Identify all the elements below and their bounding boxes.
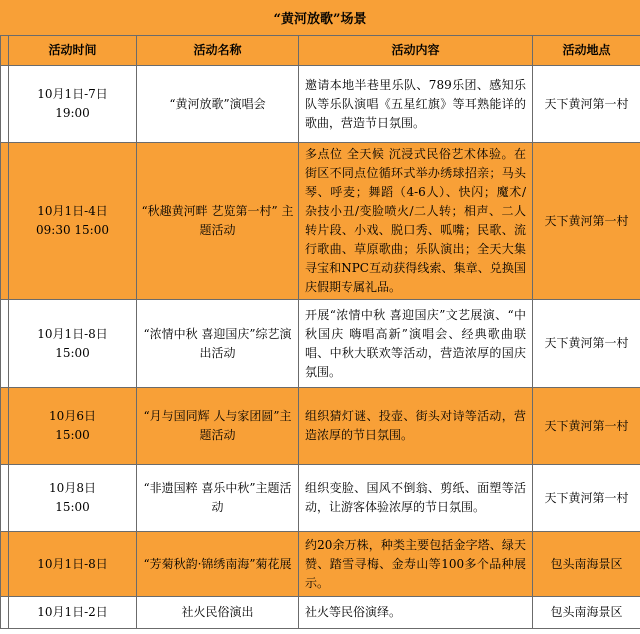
name-cell: “芳菊秋韵·锦绣南海”菊花展	[137, 532, 299, 597]
place-cell: 包头南海景区	[533, 532, 640, 597]
time-date: 10月1日-2日	[37, 605, 108, 619]
time-cell	[9, 66, 137, 143]
name-cell: “黄河放歌”演唱会	[137, 66, 299, 143]
row-edge-cell	[1, 143, 9, 300]
table-row	[1, 300, 640, 388]
time-cell	[9, 597, 137, 629]
time-cell	[9, 465, 137, 532]
table-row	[1, 143, 640, 300]
time-hour: 15:00	[55, 345, 90, 360]
time-date: 10月1日-7日	[37, 87, 108, 101]
time-cell	[9, 143, 137, 300]
time-cell	[9, 532, 137, 597]
time-cell	[9, 300, 137, 388]
row-edge-cell	[1, 532, 9, 597]
name-cell: “秋趣黄河畔 艺览第一村” 主题活动	[137, 143, 299, 300]
name-cell: “非遗国粹 喜乐中秋”主题活动	[137, 465, 299, 532]
place-cell: 天下黄河第一村	[533, 465, 640, 532]
time-date: 10月1日-8日	[37, 326, 108, 341]
time-hour: 15:00	[55, 428, 90, 442]
time-cell	[9, 388, 137, 465]
header-content: 活动内容	[299, 36, 533, 66]
row-edge-cell	[1, 300, 9, 388]
place-cell: 天下黄河第一村	[533, 388, 640, 465]
row-edge-cell	[1, 597, 9, 629]
header-time: 活动时间	[9, 36, 137, 66]
time-hour: 15:00	[55, 500, 90, 514]
place-cell: 包头南海景区	[533, 597, 640, 629]
header-place: 活动地点	[533, 36, 640, 66]
content-cell: 开展“浓情中秋 喜迎国庆”文艺展演、“中秋国庆 嗨唱高新”演唱会、经典歌曲联唱、中秋大联欢等活动，营造浓厚的国庆氛围。	[299, 300, 533, 388]
time-hour: 19:00	[55, 106, 90, 120]
activity-table	[0, 35, 640, 629]
row-edge-cell	[1, 66, 9, 143]
table-row	[1, 388, 640, 465]
row-edge-cell	[1, 465, 9, 532]
name-cell: “月与国同辉 人与家团圆”主题活动	[137, 388, 299, 465]
content-cell: 组织变脸、国风不倒翁、剪纸、面塑等活动，让游客体验浓厚的节日氛围。	[299, 465, 533, 532]
place-cell: 天下黄河第一村	[533, 143, 640, 300]
table-row	[1, 465, 640, 532]
content-cell: 组织猜灯谜、投壶、街头对诗等活动，营造浓厚的节日氛围。	[299, 388, 533, 465]
row-edge-cell	[1, 388, 9, 465]
content-cell: 社火等民俗演绎。	[299, 597, 533, 629]
time-date: 10月6日	[49, 409, 96, 423]
time-date: 10月1日-8日	[37, 556, 108, 571]
name-cell: 社火民俗演出	[137, 597, 299, 629]
table-row	[1, 597, 640, 629]
name-cell: “浓情中秋 喜迎国庆”综艺演出活动	[137, 300, 299, 388]
table-title: “黄河放歌”场景	[0, 0, 640, 36]
table-row	[1, 66, 640, 143]
content-cell: 约20余万株，种类主要包括金字塔、绿天赞、踏雪寻梅、金寿山等100多个品种展示。	[299, 532, 533, 597]
place-cell: 天下黄河第一村	[533, 66, 640, 143]
place-cell: 天下黄河第一村	[533, 300, 640, 388]
header-name: 活动名称	[137, 36, 299, 66]
content-cell: 邀请本地半巷里乐队、789乐团、感知乐队等乐队演唱《五星红旗》等耳熟能详的歌曲，营造节日氛围。	[299, 66, 533, 143]
time-date: 10月8日	[49, 481, 96, 495]
content-cell: 多点位 全天候 沉浸式民俗艺术体验。在街区不同点位循环式举办绣球招亲；马头琴、呼麦；舞蹈（4-6人）、快闪；魔术/杂技小丑/变脸喷火/二人转；相声、二人转片段、小戏、脱口秀、呱嘴；民歌、流行歌曲、草原歌曲；乐队演出；全天大集寻宝和NPC互动获得线索、集章、兑换国庆假期专属礼品。	[299, 143, 533, 300]
table-row	[1, 532, 640, 597]
header-edge-cell	[1, 36, 9, 66]
header-row	[1, 36, 640, 66]
time-hour: 09:30 15:00	[36, 223, 109, 237]
time-date: 10月1日-4日	[37, 204, 108, 218]
